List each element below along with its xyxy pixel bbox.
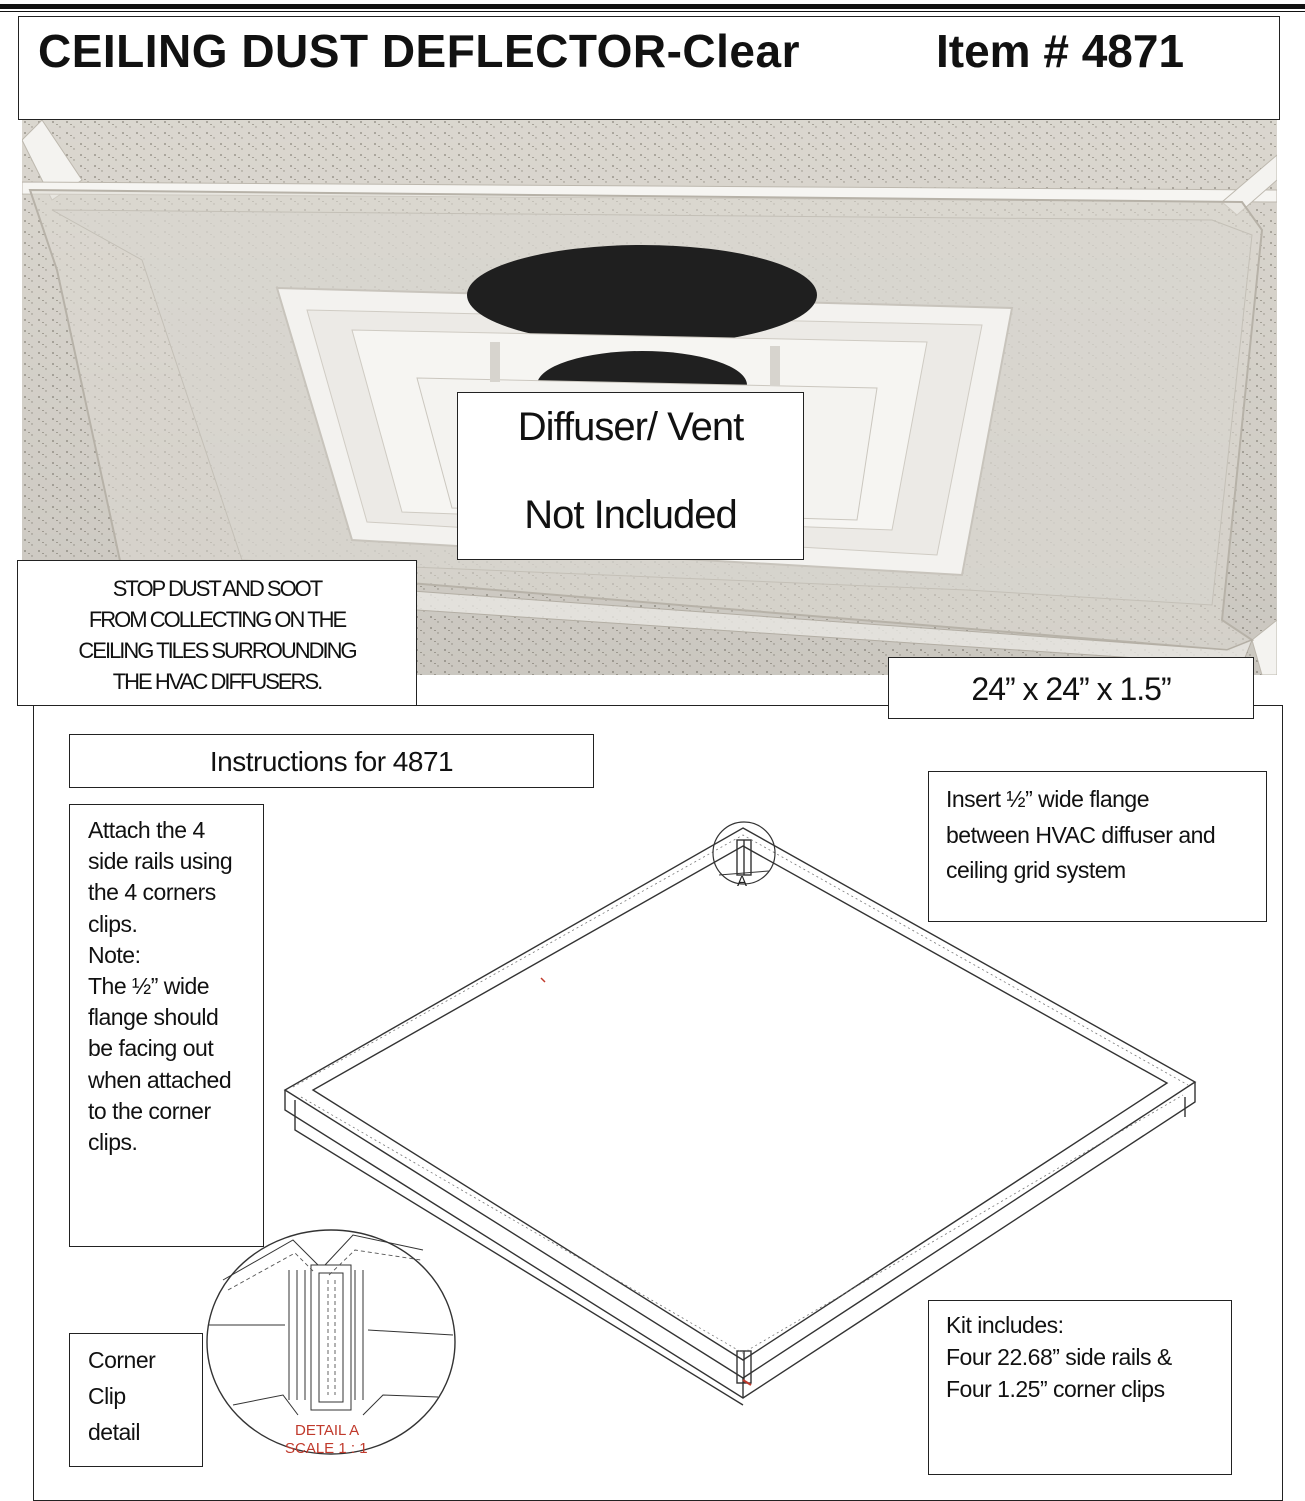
callout-line: THE HVAC DIFFUSERS. <box>112 669 322 694</box>
stop-dust-callout <box>17 560 417 706</box>
note-line: Insert ½” wide flange <box>946 786 1150 812</box>
instructions-heading: Instructions for 4871 <box>209 746 454 777</box>
note-line: flange should <box>88 1004 219 1031</box>
note-line: between HVAC diffuser and <box>946 821 1216 848</box>
detail-label: DETAIL A <box>295 1422 360 1439</box>
detail-scale: SCALE 1 : 1 <box>285 1440 368 1457</box>
note-line: clips. <box>88 910 138 937</box>
callout-line: STOP DUST AND SOOT <box>112 576 322 601</box>
dimensions-text: 24” x 24” x 1.5” <box>971 671 1171 707</box>
note-line: Note: <box>88 941 141 968</box>
note-line: clips. <box>88 1129 138 1156</box>
callout-line: CEILING TILES SURROUNDING <box>78 638 356 663</box>
note-line: The ½” wide <box>88 973 210 1000</box>
callout-letter: A <box>737 873 748 890</box>
attach-rails-note <box>69 804 264 1247</box>
instructions-heading-box <box>69 734 594 788</box>
note-line: Attach the 4 <box>88 817 205 843</box>
diffuser-label-line2: Not Included <box>524 493 737 537</box>
frame-inner-edge <box>313 846 1167 1360</box>
top-rule-thin <box>0 11 1305 12</box>
note-line: Clip <box>88 1383 126 1409</box>
note-line: Four 1.25” corner clips <box>946 1376 1165 1402</box>
callout-line: FROM COLLECTING ON THE <box>88 607 346 632</box>
note-line: Four 22.68” side rails & <box>946 1344 1172 1370</box>
item-number: Item # 4871 <box>936 25 1185 77</box>
note-line: be facing out <box>88 1035 214 1062</box>
note-line: to the corner <box>88 1097 211 1124</box>
note-line: side rails using <box>88 848 233 875</box>
diffuser-label-line1: Diffuser/ Vent <box>517 405 744 449</box>
note-line: Kit includes: <box>946 1312 1064 1338</box>
top-rule <box>0 4 1305 9</box>
corner-clip-detail-drawing <box>207 1230 455 1457</box>
diffuser-not-included-label <box>457 392 804 560</box>
note-line: Corner <box>88 1347 156 1373</box>
note-line: the 4 corners <box>88 879 216 906</box>
corner-clip-detail-label <box>69 1333 203 1467</box>
insert-flange-note <box>928 771 1267 922</box>
kit-includes-note <box>928 1300 1232 1475</box>
note-line: detail <box>88 1419 140 1445</box>
product-title: CEILING DUST DEFLECTOR-Clear <box>38 25 800 77</box>
note-line: ceiling grid system <box>946 857 1126 883</box>
note-line: when attached <box>88 1066 232 1093</box>
